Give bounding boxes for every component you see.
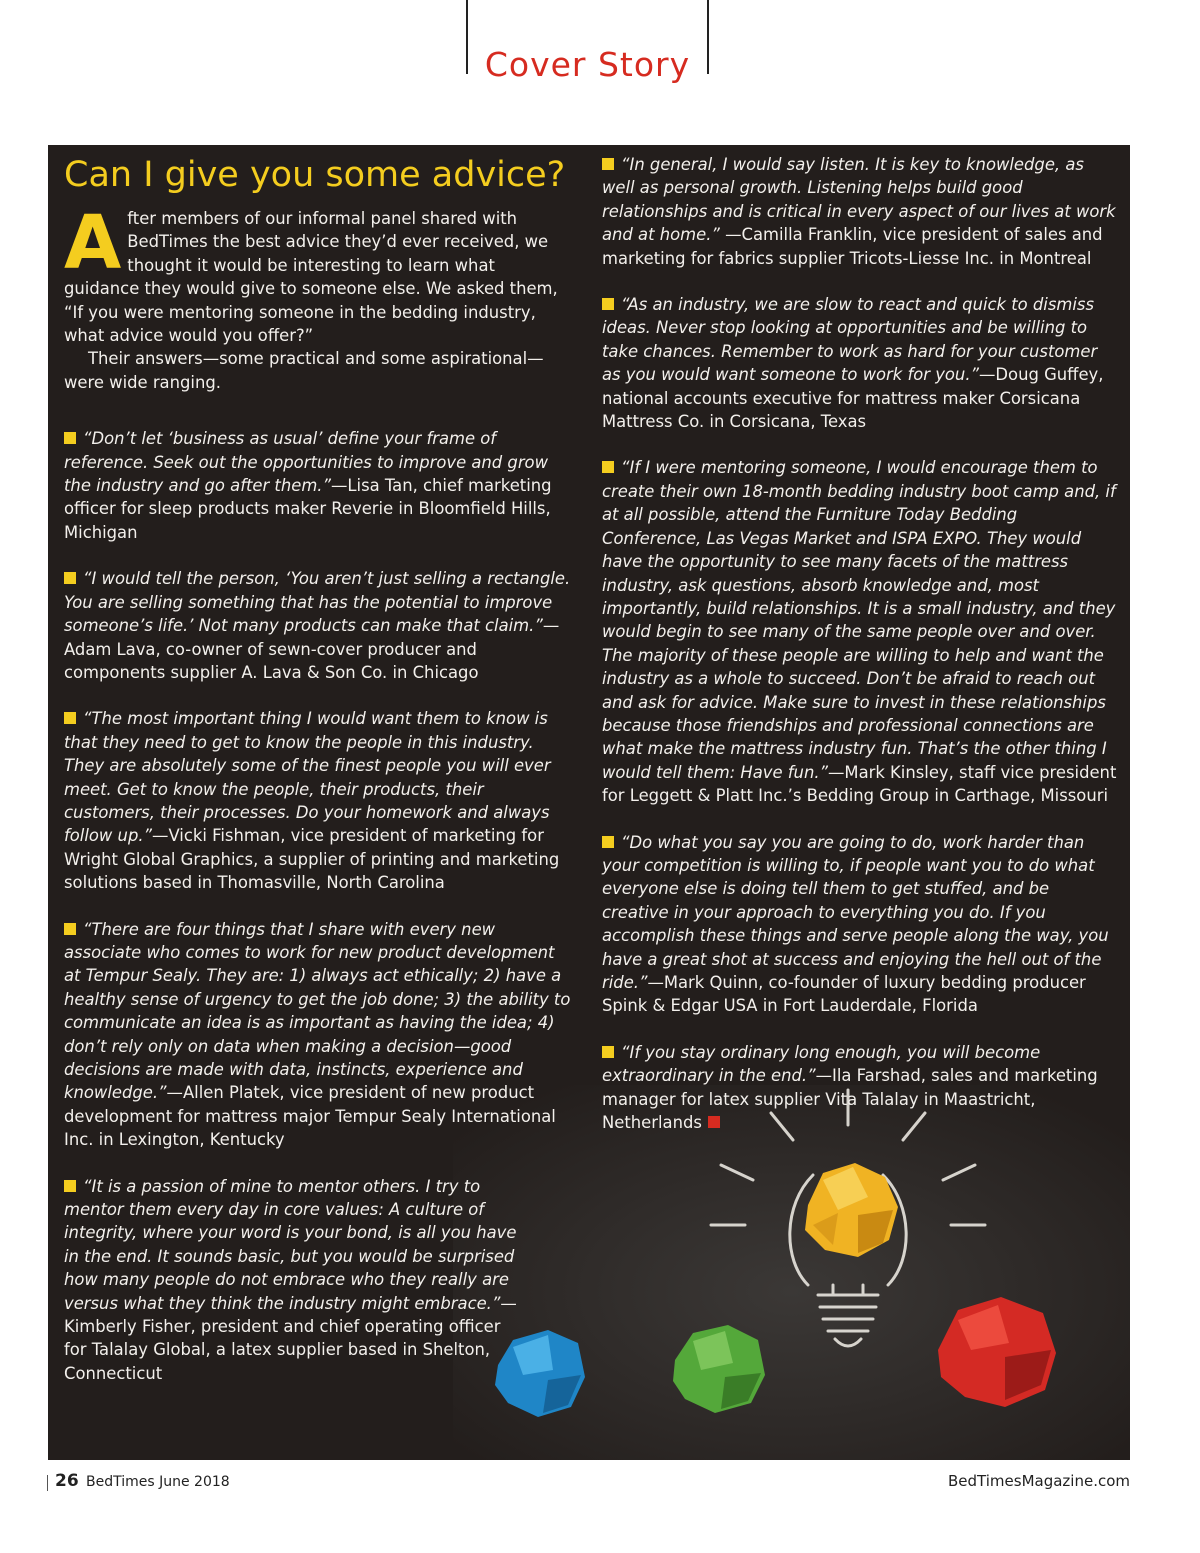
footer-divider xyxy=(47,1475,48,1491)
quote-block xyxy=(602,1041,1117,1135)
quote-text: “In general, I would say listen. It is key to knowledge, as well as personal growth. Listening helps build good relationships and is critical in every aspect of our lives at work and at home.” xyxy=(602,155,1116,245)
quote-attribution: —Adam Lava, co-owner of sewn-cover producer and components supplier A. Lava & Son Co. in Chicago xyxy=(64,616,560,682)
quote-text: “If you stay ordinary long enough, you will become extraordinary in the end.” xyxy=(602,1042,1041,1086)
header-rule-right xyxy=(707,0,709,74)
intro-paragraph-2: Their answers—some practical and some aspirational—were wide ranging. xyxy=(64,349,544,392)
quote-attribution: —Camilla Franklin, vice president of sales and marketing for fabrics supplier Tricots-Liesse Inc. in Montreal xyxy=(602,225,1103,268)
quote-attribution: —Lisa Tan, chief marketing officer for sleep products maker Reverie in Bloomfield Hills, Michigan xyxy=(64,476,552,542)
yellow-square-bullet-icon xyxy=(64,572,76,584)
quote-attribution: —Doug Guffey, national accounts executive for mattress maker Corsicana Mattress Co. in Corsicana, Texas xyxy=(602,365,1104,432)
quote-block xyxy=(64,707,574,894)
quote-attribution: —Mark Kinsley, staff vice president for Leggett & Platt Inc.’s Bedding Group in Carthage, Missouri xyxy=(602,762,1117,806)
article-intro xyxy=(64,200,574,394)
quote-attribution: —Ila Farshad, sales and marketing manager for latex supplier Vita Talalay in Maastricht, Netherlands xyxy=(602,1066,1098,1133)
drop-cap: A xyxy=(64,200,122,286)
page-number: 26 xyxy=(55,1471,79,1491)
quote-attribution: —Mark Quinn, co-founder of luxury bedding producer Spink & Edgar USA in Fort Lauderdale, Florida xyxy=(602,973,1086,1016)
yellow-square-bullet-icon xyxy=(602,158,614,170)
section-title: Cover Story xyxy=(484,45,691,84)
quote-attribution: —Vicki Fishman, vice president of marketing for Wright Global Graphics, a supplier of printing and marketing solutions based in Thomasville, North Carolina xyxy=(64,826,560,893)
article-headline: Can I give you some advice? xyxy=(64,155,566,195)
quote-attribution: —Allen Platek, vice president of new product development for mattress major Tempur Sealy International Inc. in Lexington, Kentucky xyxy=(64,1083,556,1150)
quote-block xyxy=(64,427,574,544)
intro-paragraph-1: fter members of our informal panel shared with BedTimes the best advice they’d ever received, we thought it would be interesting to learn what guidance they would give to someone else. We asked them, “If you were mentoring someone in the bedding industry, what advice would you offer?” xyxy=(64,209,558,346)
quote-text: “As an industry, we are slow to react and quick to dismiss ideas. Never stop looking at opportunities and be willing to take chances. Remember to work as hard for your customer as you would want someone to work for you.” xyxy=(602,295,1098,385)
quote-block xyxy=(602,293,1117,433)
yellow-square-bullet-icon xyxy=(64,1180,76,1192)
yellow-square-bullet-icon xyxy=(64,432,76,444)
quote-block xyxy=(64,567,574,684)
quote-block xyxy=(602,456,1117,807)
quote-text: “It is a passion of mine to mentor others. I try to mentor them every day in core values: A culture of integrity, where your word is your bond, is all you have in the end. It sounds basic, but you would be surprised how many people do not embrace who they really are versus what they think the industry might embrace.” xyxy=(64,1176,517,1313)
quote-block xyxy=(64,1175,524,1386)
page-footer xyxy=(0,1470,1200,1510)
article-panel xyxy=(48,145,1130,1460)
quote-text: “Don’t let ‘business as usual’ define your frame of reference. Seek out the opportunities to improve and grow the industry and go after them.” xyxy=(64,429,548,496)
quote-text: “I would tell the person, ‘You aren’t just selling a rectangle. You are selling something that has the potential to improve someone’s life.’ Not many products can make that claim.” xyxy=(64,569,571,636)
quote-attribution: —Kimberly Fisher, president and chief operating officer for Talalay Global, a latex supplier based in Shelton, Connecticut xyxy=(64,1293,517,1383)
yellow-square-bullet-icon xyxy=(64,712,76,724)
end-of-article-icon xyxy=(708,1116,720,1128)
yellow-square-bullet-icon xyxy=(602,1046,614,1058)
yellow-square-bullet-icon xyxy=(602,836,614,848)
yellow-square-bullet-icon xyxy=(602,461,614,473)
right-column xyxy=(602,153,1117,1157)
quote-text: “Do what you say you are going to do, work harder than your competition is willing to, if people want you to do what everyone else is doing tell them to get stuffed, and be creative in your approach to everything you do. If you accomplish these things and serve people along the way, you have a great shot at success and enjoying the hell out of the ride.” xyxy=(602,832,1109,992)
quote-block xyxy=(64,918,574,1152)
left-column xyxy=(64,153,574,1408)
publication-info: BedTimes June 2018 xyxy=(86,1474,230,1490)
quote-block xyxy=(602,153,1117,270)
website-link[interactable]: BedTimesMagazine.com xyxy=(948,1472,1130,1490)
quote-block xyxy=(602,831,1117,1018)
yellow-square-bullet-icon xyxy=(602,298,614,310)
quote-text: “If I were mentoring someone, I would encourage them to create their own 18-month bedding industry boot camp and, if at all possible, attend the Furniture Today Bedding Conference, Las Vegas Market and ISPA EXPO. They would have the opportunity to see many facets of the mattress industry, ask questions, absorb knowledge and, most importantly, build relationships. It is a small industry, and they would begin to see many of the same people over and over. The majority of these people are willing to help and want the industry as a whole to succeed. Don’t be afraid to reach out and ask for advice. Make sure to invest in these relationships because those friendships and professional connections are what make the mattress industry fun. That’s the other thing I would tell them: Have fun.” xyxy=(602,458,1116,782)
quote-text: “There are four things that I share with every new associate who comes to work for new product development at Tempur Sealy. They are: 1) always act ethically; 2) have a healthy sense of urgency to get the job done; 3) the ability to communicate an idea is as important as having the idea; 4) don’t rely only on data when making a decision—good decisions are made with data, instincts, experience and knowledge.” xyxy=(64,919,571,1103)
quote-text: “The most important thing I would want them to know is that they need to get to know the people in this industry. They are absolutely some of the finest people you will ever meet. Get to know the people, their products, their customers, their processes. Do your homework and always follow up.” xyxy=(64,709,551,846)
yellow-square-bullet-icon xyxy=(64,923,76,935)
